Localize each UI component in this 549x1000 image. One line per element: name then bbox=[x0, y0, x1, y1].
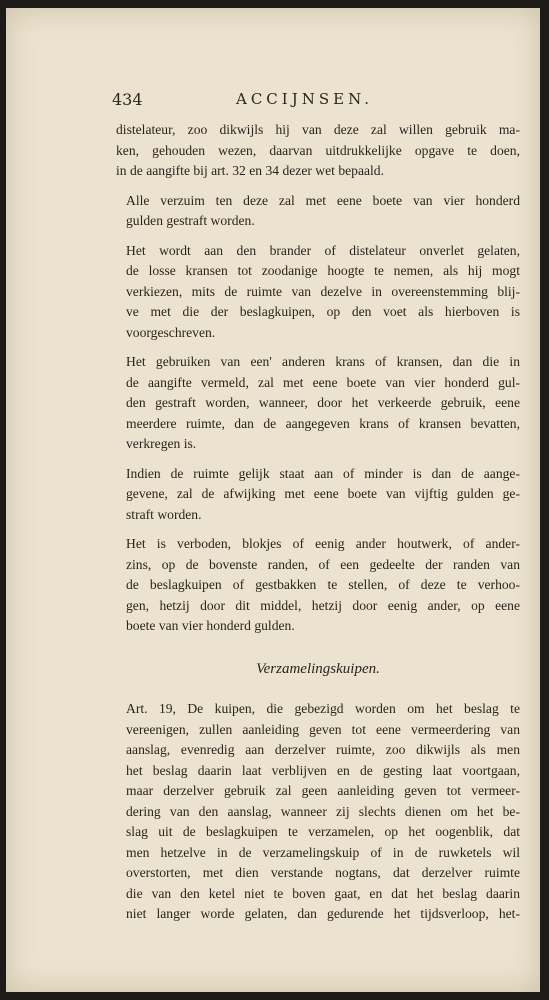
text-line: gen, hetzij door dit middel, hetzij door eenig ander, op eene bbox=[126, 597, 520, 613]
text-line: het beslag daarin laat verblijven en de gesting laat voortgaan, bbox=[126, 762, 520, 778]
text-line: maar derzelver gebruik zal geen aanleiding geven tot vermeer- bbox=[126, 783, 520, 798]
text-line: men hetzelve in de verzamelingskuip of in de ruwketels wil bbox=[126, 844, 520, 860]
paragraph-ruimte bbox=[116, 464, 520, 526]
text-line: dering van den aanslag, wanneer zij slechts dienen om het be- bbox=[126, 803, 520, 819]
text-line: ve met die der beslagkuipen, op den voet als hierboven is bbox=[126, 304, 520, 319]
paragraph-verboden bbox=[116, 534, 520, 637]
text-line: boete van vier honderd gulden. bbox=[126, 618, 295, 633]
book-page bbox=[6, 8, 540, 992]
text-line: de aangifte vermeld, zal met eene boete van vier honderd gul- bbox=[126, 374, 520, 390]
text-line: distelateur, zoo dikwijls hij van deze zal willen gebruik ma- bbox=[116, 122, 520, 137]
text-line: verkiezen, mits de ruimte van dezelve in overeenstemming blij- bbox=[126, 283, 520, 299]
text-line: Het is verboden, blokjes of eenig ander houtwerk, of ander- bbox=[126, 536, 520, 551]
text-line: verkregen is. bbox=[126, 436, 197, 451]
text-line: zins, op de bovenste randen, of een gedeelte der randen van bbox=[126, 556, 520, 572]
text-line: de losse kransen tot zoodanige hoogte te nemen, als hij mogt bbox=[126, 263, 520, 278]
text-line: den gestraft worden, wanneer, door het verkeerde gebruik, eene bbox=[126, 395, 520, 410]
text-line: aanslag, evenredig aan derzelver ruimte, zoo dikwijls als men bbox=[126, 742, 520, 757]
text-line: voorgeschreven. bbox=[126, 324, 216, 340]
text-line: gevene, zal de afwijking met eene boete van vijftig gulden ge- bbox=[126, 486, 520, 501]
text-line: slag uit de beslagkuipen te verzamelen, op het oogenblik, dat bbox=[126, 824, 520, 839]
running-head: ACCIJNSEN. bbox=[236, 90, 374, 108]
text-line: Indien de ruimte gelijk staat aan of minder is dan de aange- bbox=[126, 465, 520, 481]
text-line: ken, gehouden wezen, daarvan uitdrukkelijke opgave te doen, bbox=[116, 142, 520, 158]
text-line: in de aangifte bij art. 32 en 34 dezer wet bepaald. bbox=[116, 163, 384, 178]
text-line: overstorten, met dien verstande nogtans, dat derzelver ruimte bbox=[126, 865, 520, 880]
text-line: de beslagkuipen of gestbakken te stellen, of deze te verhoo- bbox=[126, 577, 520, 592]
text-line: niet langer worde gelaten, dan gedurende het tijdsverloop, het- bbox=[126, 906, 520, 921]
paragraph-gebruiken bbox=[116, 352, 520, 455]
page-header bbox=[6, 90, 540, 112]
text-line: Het gebruiken van een' anderen krans of kransen, dan die in bbox=[126, 354, 520, 369]
text-line: Alle verzuim ten deze zal met eene boete van vier honderd bbox=[126, 192, 520, 208]
text-line: meerdere ruimte, dan de aangegeven krans of kransen bevatten, bbox=[126, 415, 520, 431]
text-line: vereenigen, zullen aanleiding geven tot eene vermeerdering van bbox=[126, 721, 520, 737]
text-line: Art. 19, De kuipen, die gebezigd worden om het beslag te bbox=[126, 701, 520, 716]
article-19 bbox=[116, 699, 520, 925]
paragraph-penalty bbox=[116, 191, 520, 232]
text-line: gulden gestraft worden. bbox=[126, 213, 255, 228]
text-line: die van den ketel niet te boven gaat, en dat het beslag daarin bbox=[126, 885, 520, 901]
body-text bbox=[116, 120, 520, 934]
text-line: Het wordt aan den brander of distelateur onverlet gelaten, bbox=[126, 242, 520, 258]
section-title: Verzamelingskuipen. bbox=[256, 660, 380, 677]
page-number: 434 bbox=[112, 90, 143, 109]
text-line: straft worden. bbox=[126, 506, 202, 522]
paragraph-kransen bbox=[116, 241, 520, 344]
paragraph-continuation bbox=[116, 120, 520, 182]
